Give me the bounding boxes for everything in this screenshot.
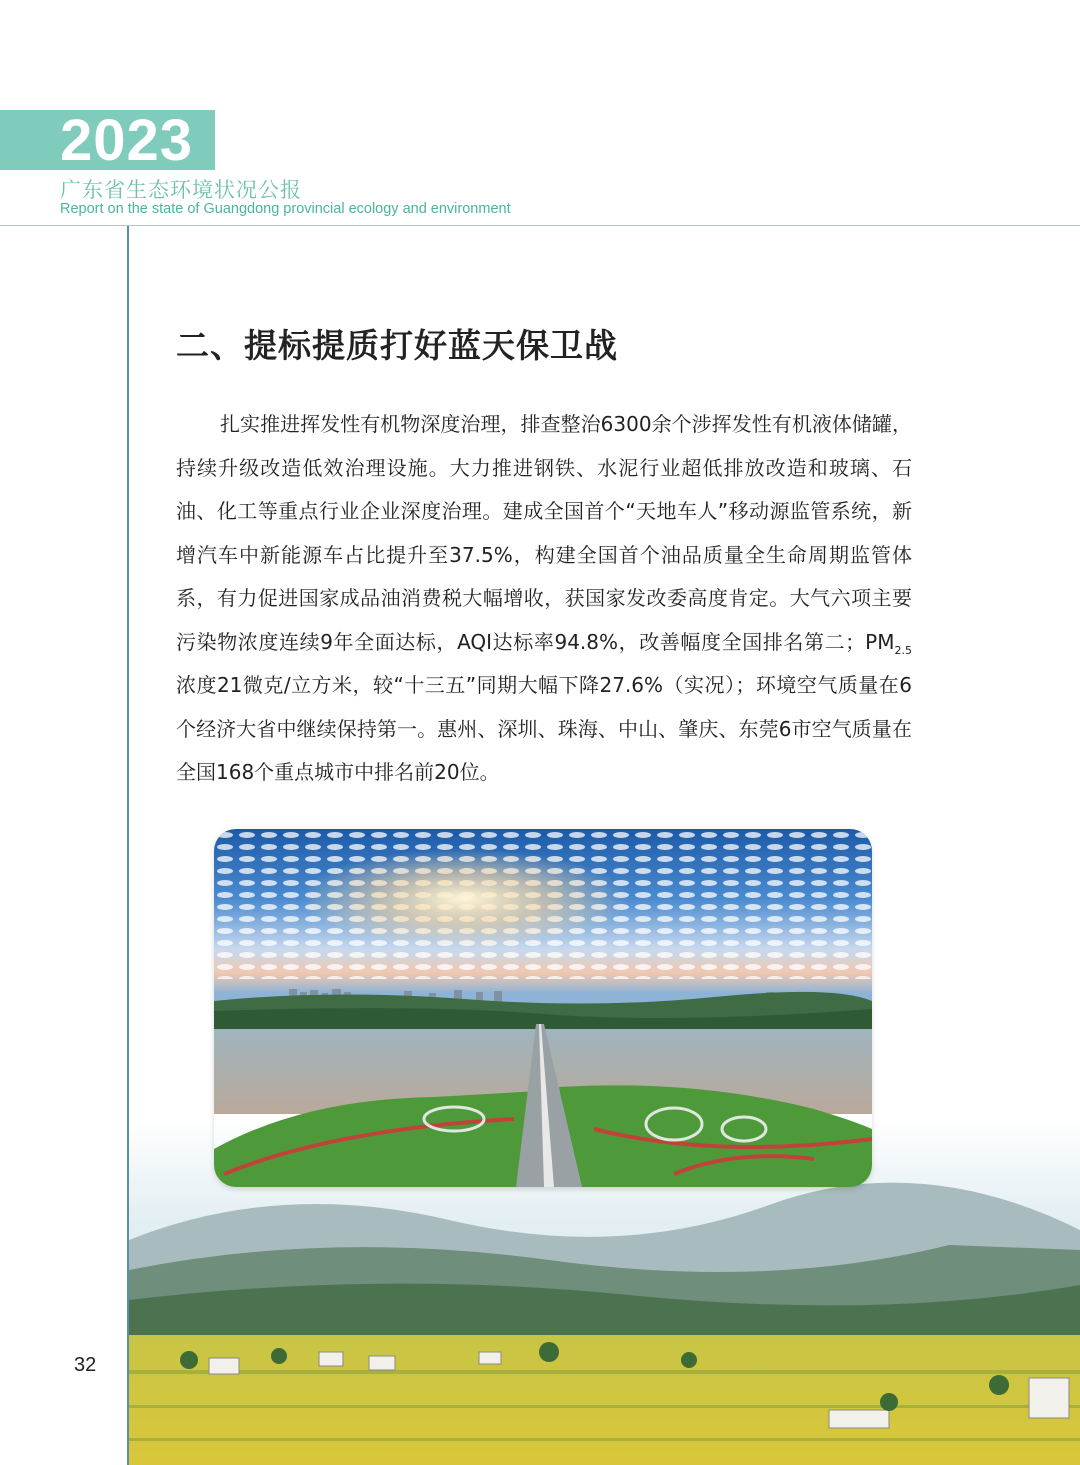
section-title: 二、提标提质打好蓝天保卫战 xyxy=(176,326,618,365)
report-year: 2023 xyxy=(60,108,194,173)
report-title-en: Report on the state of Guangdong provincial ecology and environment xyxy=(60,201,511,217)
pm-subscript: 2.5 xyxy=(894,643,912,657)
paragraph-text-part-2: 浓度21微克/立方米，较“十三五”同期大幅下降27.6%（实况）；环境空气质量在6个经济大省中继续保持第一。惠州、深圳、珠海、中山、肇庆、东莞6市空气质量在全国168个重点城市中排名前20位。 xyxy=(176,673,912,784)
paragraph-text-part-1: 扎实推进挥发性有机物深度治理，排查整治6300余个涉挥发性有机液体储罐，持续升级改造低效治理设施。大力推进钢铁、水泥行业超低排放改造和玻璃、石油、化工等重点行业企业深度治理。建成全国首个“天地车人”移动源监管系统，新增汽车中新能源车占比提升至37.5%，构建全国首个油品质量全生命周期监管体系，有力促进国家成品油消费税大幅增收，获国家发改委高度肯定。大气六项主要污染物浓度连续9年全面达标，AQI达标率94.8%，改善幅度全国排名第二；PM xyxy=(176,412,912,654)
aerial-bridge-illustration xyxy=(214,829,872,1187)
report-title-cn: 广东省生态环境状况公报 xyxy=(60,178,302,202)
page-number: 32 xyxy=(74,1354,97,1376)
header-divider xyxy=(0,225,1080,226)
body-paragraph xyxy=(176,403,912,795)
aerial-bridge-photo xyxy=(214,829,872,1187)
